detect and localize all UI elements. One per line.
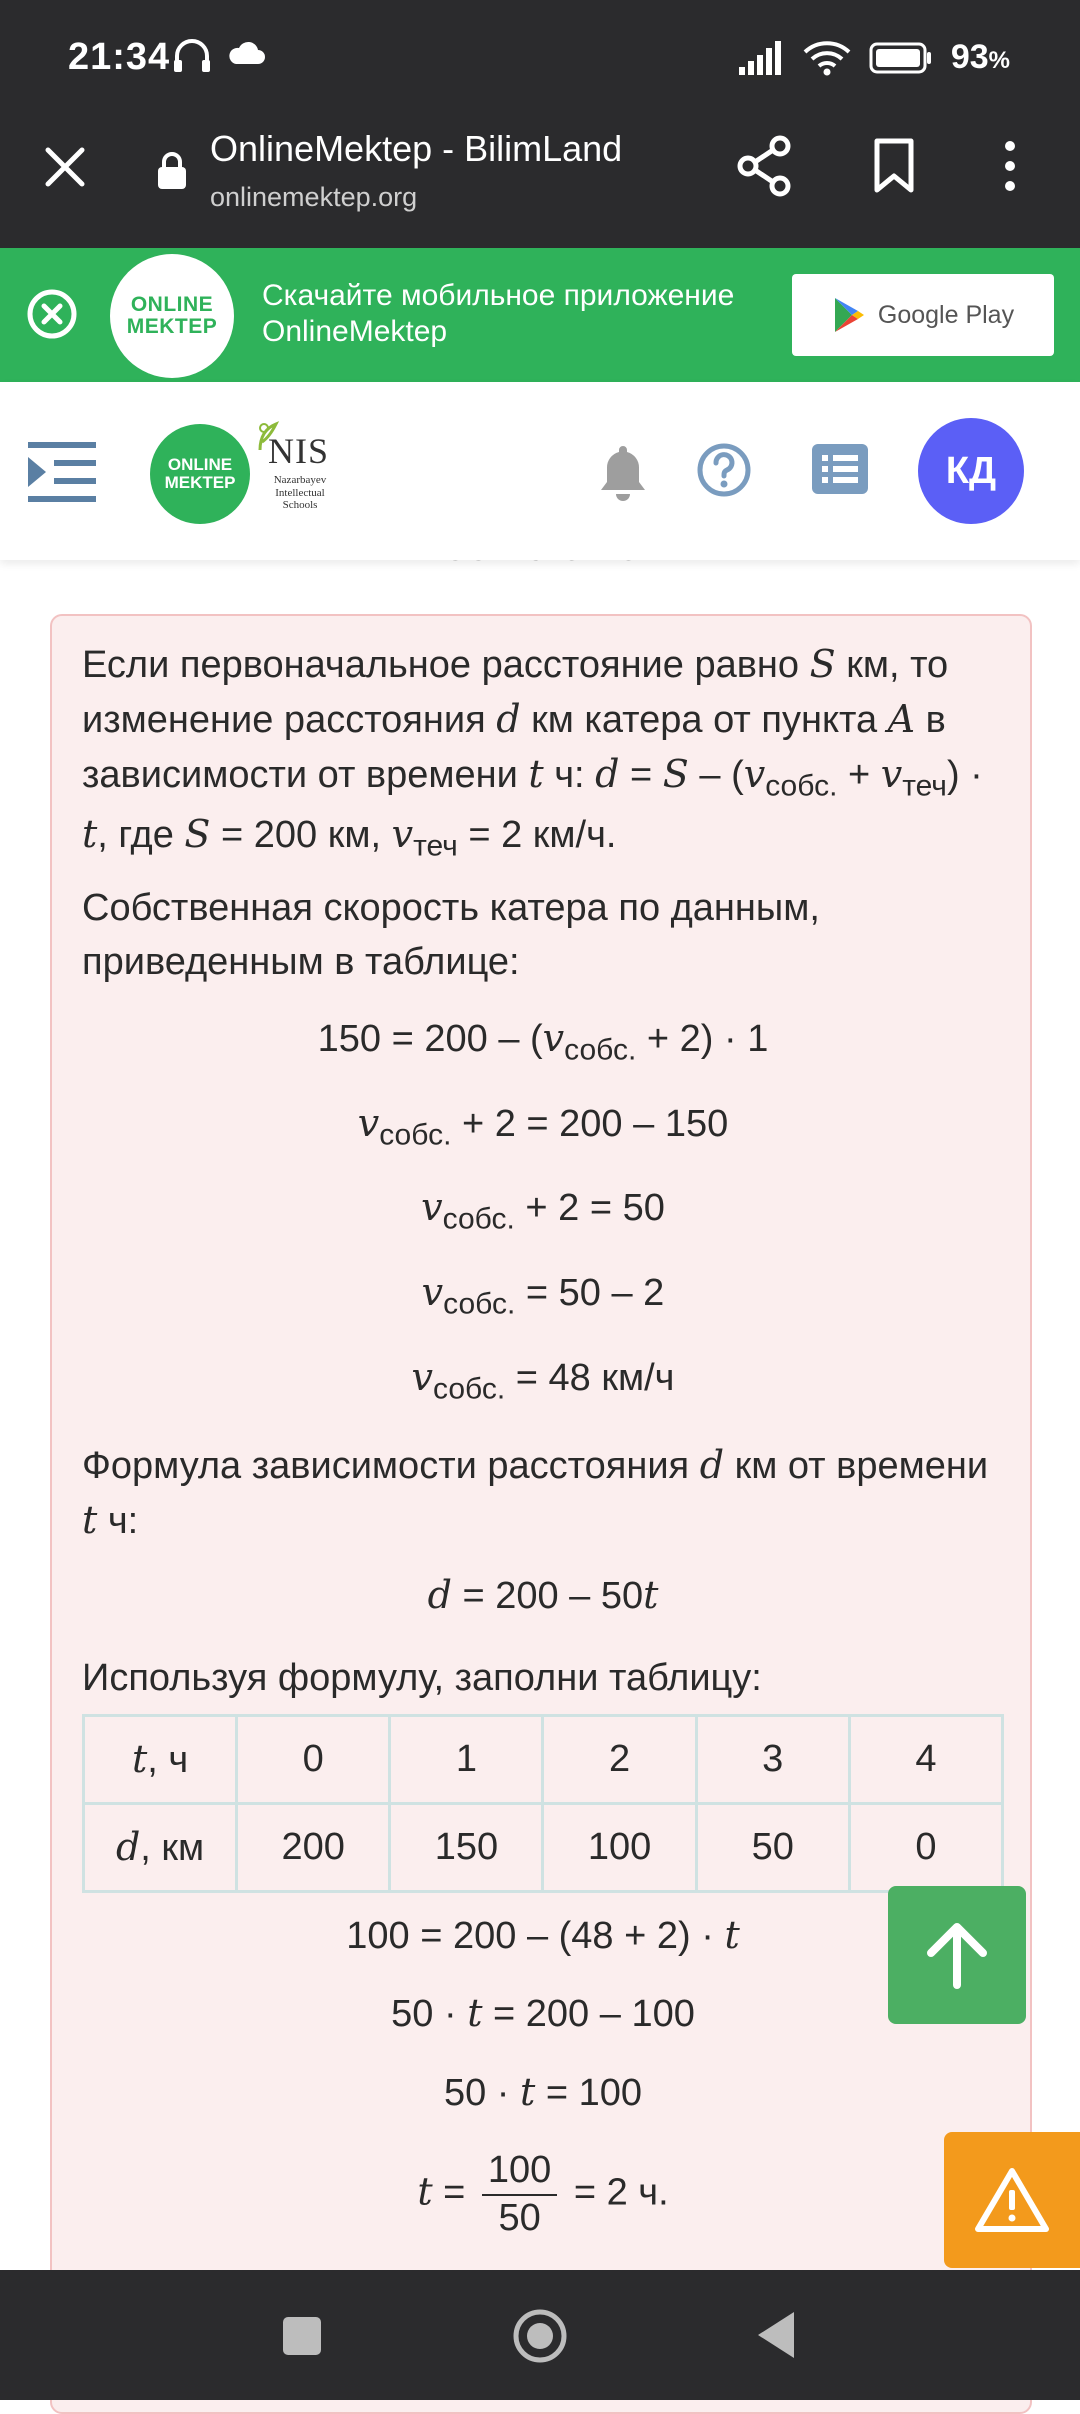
site-header <box>0 382 1080 560</box>
nis-letters: NIS <box>268 431 330 471</box>
bookmark-button[interactable] <box>872 138 916 194</box>
banner-text <box>262 278 762 350</box>
logo-text-line1: ONLINE <box>130 292 214 316</box>
menu-toggle-icon[interactable] <box>28 442 98 504</box>
close-tab-button[interactable] <box>40 142 90 192</box>
banner-text-line2: OnlineMektep <box>262 315 448 348</box>
logo-text-line2: MEKTEP <box>126 315 218 338</box>
back-button[interactable] <box>756 2310 796 2360</box>
banner-close-button[interactable] <box>26 288 78 340</box>
table-cell: 2 <box>543 1715 696 1803</box>
site-logo-line2: MEKTEP <box>164 473 236 492</box>
table-cell: 50 <box>696 1803 849 1891</box>
nis-subtitle: Nazarbayev Intellectual Schools <box>273 474 327 512</box>
explanation-paragraph-1: Если первоначальное расстояние равно S км, то изменение расстояния d км катера от пункта A в зависимости от времени t ч: $d = S - (v_{собс.} + v_{теч}) \cdot t$, где S = 200 км, $v_{теч} = 2$ км/ч. <box>82 642 983 863</box>
onlinemektep-logo <box>110 254 234 378</box>
warning-icon <box>974 2166 1050 2234</box>
report-problem-button[interactable] <box>944 2132 1080 2268</box>
table-cell: 4 <box>849 1715 1002 1803</box>
wifi-icon <box>803 40 851 76</box>
site-logo-line1: ONLINE <box>167 455 233 475</box>
explanation-paragraph-3: Формула зависимости расстояния d км от времени t ч: <box>82 1443 989 1543</box>
explanation-card <box>50 614 1032 2414</box>
onlinemektep-site-logo[interactable] <box>150 424 250 524</box>
equation-8: 50 · t = 200 – 100 <box>391 1991 695 2036</box>
equation-2: $v_{собс.} + 2 = 200 - 150$ <box>357 1100 729 1152</box>
browser-toolbar <box>0 120 1080 248</box>
equation-5: $v_{собс.} = 48$ км/ч <box>411 1354 675 1406</box>
page-title: OnlineMektep - BilimLand <box>210 128 623 169</box>
share-button[interactable] <box>736 136 792 196</box>
google-play-button[interactable] <box>792 274 1054 356</box>
headphones-icon <box>172 38 212 74</box>
table-cell: 1 <box>390 1715 543 1803</box>
explanation-paragraph-2: Собственная скорость катера по данным, приведенным в таблице: <box>82 887 820 984</box>
status-time: 21:34 <box>68 36 171 78</box>
explanation-body <box>82 638 1004 2274</box>
equation-4: $v_{собс.} = 50 - 2$ <box>421 1269 665 1321</box>
battery-icon <box>869 42 933 74</box>
google-play-label: Google Play <box>877 300 1015 329</box>
status-left-icons <box>172 38 266 74</box>
table-cell: 200 <box>237 1803 390 1891</box>
table-cell: 150 <box>390 1803 543 1891</box>
table-cell: 0 <box>237 1715 390 1803</box>
battery-percent: 93% <box>950 38 1010 76</box>
equation-9: 50 · t = 100 <box>443 2069 643 2114</box>
status-bar <box>0 0 1080 120</box>
fraction: $\frac{100}{50}$ <box>482 2148 557 2241</box>
banner-text-line1: Скачайте мобильное приложение <box>262 279 735 312</box>
table-header-cell: t, ч <box>84 1715 237 1803</box>
scroll-to-top-button[interactable] <box>888 1886 1026 2024</box>
home-button[interactable] <box>512 2308 568 2364</box>
recent-apps-button[interactable] <box>283 2317 321 2355</box>
notification-bell-icon[interactable] <box>594 442 652 502</box>
page-url[interactable]: onlinemektep.org <box>210 182 418 212</box>
help-icon[interactable] <box>696 442 752 498</box>
more-menu-button[interactable] <box>1002 138 1018 194</box>
table-header-cell: d, км <box>84 1803 237 1891</box>
equation-10: t = $\frac{100}{50}$ = 2 ч. <box>82 2148 1004 2241</box>
signal-icon <box>737 41 785 75</box>
explanation-paragraph-4: Используя формулу, заполни таблицу: <box>82 1656 762 1699</box>
nis-logo <box>254 422 344 522</box>
equation-1: $150 = 200 - (v_{собс.} + 2) \cdot 1$ <box>317 1016 769 1067</box>
google-play-icon <box>832 296 866 334</box>
table-row <box>84 1803 1003 1891</box>
equation-3: $v_{собс.} + 2 = 50$ <box>421 1185 665 1236</box>
table-cell: 0 <box>849 1803 1002 1891</box>
equation-formula: d = 200 – 50t <box>427 1573 659 1618</box>
equation-7: 100 = 200 – (48 + 2) · t <box>346 1912 740 1957</box>
table-row <box>84 1715 1003 1803</box>
app-download-banner <box>0 248 1080 382</box>
system-navigation-bar <box>0 2270 1080 2400</box>
table-cell: 3 <box>696 1715 849 1803</box>
status-right <box>737 38 1010 77</box>
user-avatar[interactable]: КД <box>918 418 1024 524</box>
arrow-up-icon <box>917 1915 997 1995</box>
table-cell: 100 <box>543 1803 696 1891</box>
values-table <box>82 1714 1004 1893</box>
course-list-icon[interactable] <box>812 444 868 494</box>
cloud-icon <box>226 38 266 68</box>
lock-icon <box>155 150 189 190</box>
